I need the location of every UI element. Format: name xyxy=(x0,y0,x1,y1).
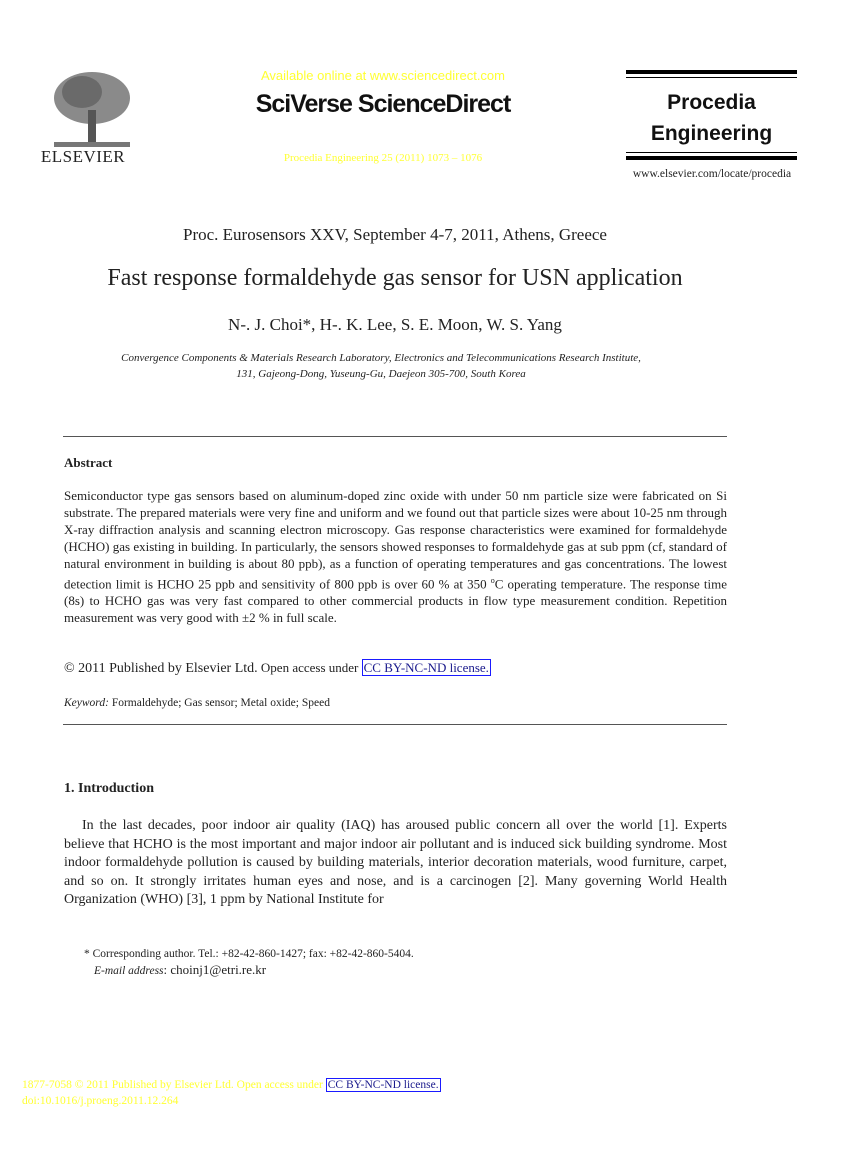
journal-title xyxy=(626,87,797,149)
keyword-list: Formaldehyde; Gas sensor; Metal oxide; Speed xyxy=(108,697,330,709)
abstract-text-part2: C operating temperature. The response time (8s) to HCHO gas was very fast compared to other commercial products in flow type measurement condition. Repetition measurement was very good with ±2 % in full scale. xyxy=(64,576,727,626)
abstract-heading: Abstract xyxy=(64,455,113,470)
rule-top-thin xyxy=(626,77,797,78)
license-link[interactable]: CC BY-NC-ND license. xyxy=(363,660,489,675)
elsevier-logo-text: ELSEVIER xyxy=(40,147,126,166)
authors: N-. J. Choi*, H-. K. Lee, S. E. Moon, W. S. Yang xyxy=(228,315,562,334)
divider xyxy=(63,724,727,725)
rule-bottom-thick xyxy=(626,156,797,160)
corresponding-author: * Corresponding author. Tel.: +82-42-860-1427; fax: +82-42-860-5404. xyxy=(84,948,414,960)
degree-sup: o xyxy=(490,576,495,585)
journal-title-line1: Procedia xyxy=(667,91,756,114)
journal-citation: Procedia Engineering 25 (2011) 1073 – 1076 xyxy=(283,152,483,164)
doi: doi:10.1016/j.proeng.2011.12.264 xyxy=(22,1095,179,1107)
email-label: E-mail address xyxy=(94,965,164,977)
journal-title-line2: Engineering xyxy=(650,122,773,145)
proceedings-line: Proc. Eurosensors XXV, September 4-7, 2011, Athens, Greece xyxy=(183,225,607,244)
copyright-line xyxy=(64,659,727,677)
keyword-label: Keyword: xyxy=(64,697,109,709)
email-address[interactable]: : choinj1@etri.re.kr xyxy=(163,962,267,977)
divider xyxy=(63,436,727,437)
footer-license-link[interactable]: CC BY-NC-ND license. xyxy=(327,1079,439,1091)
affiliation-line1: Convergence Components & Materials Research Laboratory, Electronics and Telecommunications Research Institute, xyxy=(121,352,641,364)
available-online-text: Available online at www.sciencedirect.com xyxy=(261,68,505,83)
keywords xyxy=(64,695,727,712)
sciverse-logo: SciVerse ScienceDirect xyxy=(255,90,511,118)
open-access-text: Open access under xyxy=(257,660,362,675)
journal-url[interactable]: www.elsevier.com/locate/procedia xyxy=(632,168,792,180)
issn-text: 1877-7058 © 2011 Published by Elsevier Ltd. Open access under xyxy=(22,1079,326,1091)
page-footer xyxy=(22,1077,441,1109)
introduction-heading: 1. Introduction xyxy=(64,781,154,796)
abstract-text xyxy=(64,487,727,626)
rule-bottom-thin xyxy=(626,152,797,153)
paper-title: Fast response formaldehyde gas sensor for USN application xyxy=(107,265,683,291)
affiliation-line2: 131, Gajeong-Dong, Yuseung-Gu, Daejeon 305-700, South Korea xyxy=(236,368,526,380)
elsevier-tree-logo xyxy=(52,70,132,148)
rule-top-thick xyxy=(626,70,797,74)
footnote xyxy=(84,947,414,979)
introduction-text: In the last decades, poor indoor air quality (IAQ) has aroused public concern all over the world [1]. Experts believe that HCHO is the most important and major indoor air pollutant and is induced sick building syndrome. Most indoor formaldehyde pollution is caused by building materials, interior decoration materials, wood furniture, carpet, and so on. It strongly irritates human eyes and nose, and is a carcinogen [2]. Many governing World Health Organization (WHO) [3], 1 ppm by National Institute for xyxy=(64,818,727,907)
copyright-text: © 2011 Published by Elsevier Ltd. xyxy=(64,661,258,676)
abstract-text-part1: Semiconductor type gas sensors based on aluminum-doped zinc oxide with under 50 nm particle size were fabricated on Si substrate. The prepared materials were very fine and uniform and we found out that particle sizes were about 10-25 nm through X-ray diffraction analysis and scanning electron microscopy. Gas response characteristics were examined for formaldehyde (HCHO) gas existing in building. In particularly, the sensors showed responses to formaldehyde gas at sub ppm (cf, standard of natural environment in building is about 80 ppb), as a function of operating temperatures and gas concentrations. The lowest detection limit is HCHO 25 ppb and sensitivity of 800 ppb is over 60 % at 350 xyxy=(64,488,727,592)
affiliation xyxy=(0,350,762,382)
